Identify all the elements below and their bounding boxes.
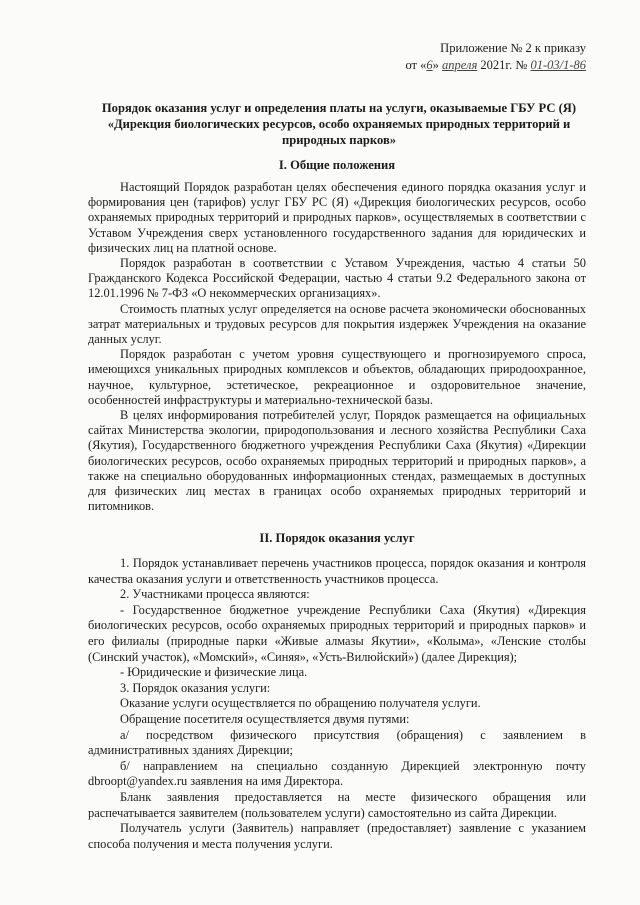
section-2-body (88, 556, 586, 852)
section-1-body (88, 180, 586, 514)
paragraph: Бланк заявления предоставляется на месте физического обращения или распечатывается заявителем (пользователем услуги) самостоятельно из сайта Дирекции. (88, 789, 586, 820)
paragraph: Порядок разработан с учетом уровня существующего и прогнозируемого спроса, имеющихся уникальных природных комплексов и объектов, обладающих природоохранное, научное, культурное, эстетическое, рекреационное и оздоровительное значение, особенностей инфраструктуры и материально-технической базы. (88, 347, 586, 407)
title-line-2: «Дирекция биологических ресурсов, особо охраняемых природных территорий и (107, 117, 571, 131)
date-prefix: от « (405, 58, 427, 72)
paragraph: Оказание услуги осуществляется по обращению получателя услуги. (120, 696, 481, 711)
date-mid: » (432, 58, 439, 72)
paragraph: В целях информирования потребителей услуг, Порядок размещается на официальных сайтах Министерства экологии, природопользования и лесного хозяйства Республики Саха (Якутия), Государственного бюджетного учреждения Республики Саха (Якутия) «Дирекции биологических ресурсов, особо охраняемых природных территорий и природных парков», а также на специально оборудованных информационных стендах, размещаемых в доступных для физических лиц местах в границах особо охраняемых природных территорий и питомников. (88, 408, 586, 514)
document-title (88, 100, 590, 148)
paragraph: Настоящий Порядок разработан целях обеспечения единого порядка оказания услуг и формирования цен (тарифов) услуг ГБУ РС (Я) «Дирекция биологических ресурсов, особо охраняемых природных территорий и природных парков», осуществляемых в соответствии с Уставом Учреждения сверх установленного государственного задания для юридических и физических лиц на платной основе. (88, 180, 586, 255)
title-line-3: природных парков» (281, 133, 397, 147)
appendix-label: Приложение № 2 к приказу (440, 41, 586, 55)
paragraph: б/ направлением на специально созданную Дирекцией электронную почту dbroopt@yandex.ru заявления на имя Директора. (88, 758, 586, 789)
paragraph: Получатель услуги (Заявитель) направляет (предоставляет) заявление с указанием способа получения и места получения услуги. (88, 821, 586, 851)
paragraph: Порядок разработан в соответствии с Уставом Учреждения, частью 4 статьи 50 Гражданского Кодекса Российской Федерации, частью 4 статьи 9.2 Федерального закона от 12.01.1996 № 7-ФЗ «О некоммерческих организациях». (88, 256, 586, 301)
paragraph: 3. Порядок оказания услуги: (120, 680, 271, 695)
paragraph: - Государственное бюджетное учреждение Республики Саха (Якутия) «Дирекция биологических ресурсов, особо охраняемых природных территорий и природных парков» и его филиалы (природные парки «Живые алмазы Якутии», «Колыма», «Ленские столбы (Синский участок), «Момский», «Синяя», «Усть-Вилюйский») (далее Дирекция); (88, 602, 586, 664)
paragraph: - Юридические и физические лица. (120, 665, 308, 680)
section-1-heading: I. Общие положения (278, 158, 396, 172)
paragraph: Обращение посетителя осуществляется двумя путями: (120, 711, 410, 726)
title-line-1: Порядок оказания услуг и определения платы на услуги, оказываемые ГБУ РС (Я) (101, 101, 577, 115)
order-date-line (405, 57, 586, 74)
section-2-heading: II. Порядок оказания услуг (259, 531, 415, 545)
order-number: 01-03/1-86 (530, 58, 586, 72)
date-day: 6 (426, 58, 433, 72)
appendix-header (405, 40, 586, 74)
paragraph: Стоимость платных услуг определяется на основе расчета экономически обоснованных затрат материальных и трудовых ресурсов для покрытия издержек Учреждения на оказание данных услуг. (88, 301, 586, 347)
paragraph: а/ посредством физического присутствия (обращения) с заявлением в административных зданиях Дирекции; (88, 727, 586, 758)
date-year: 2021г. № (480, 58, 528, 72)
date-month: апреля (442, 58, 478, 72)
paragraph: 2. Участниками процесса являются: (120, 587, 310, 602)
paragraph: 1. Порядок устанавливает перечень участников процесса, порядок оказания и контроля качества оказания услуги и ответственность участников процесса. (88, 556, 586, 586)
